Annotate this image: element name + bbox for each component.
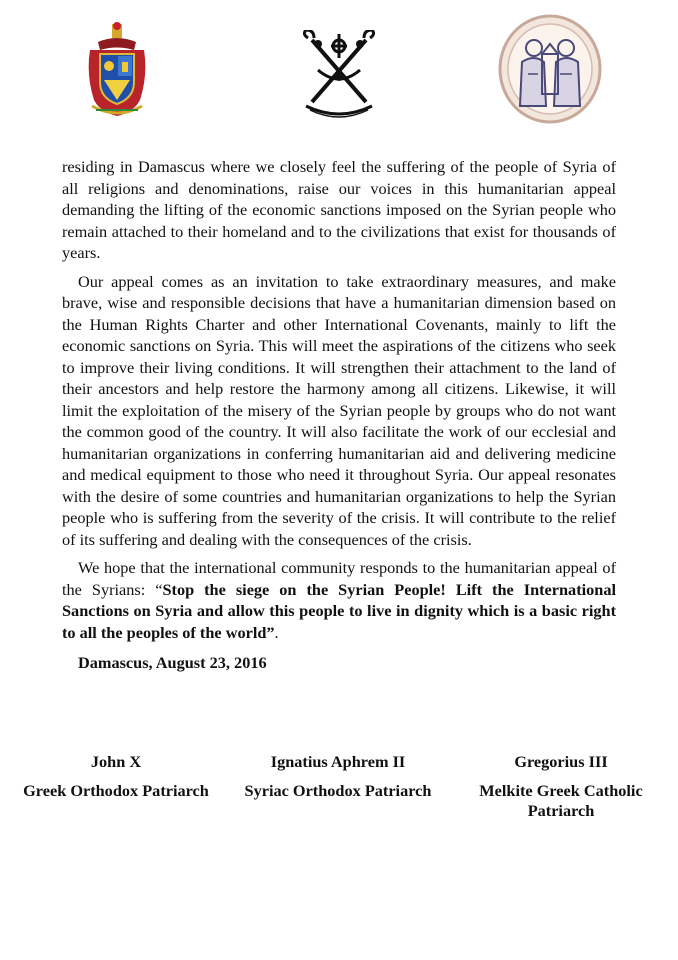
signatory-name: John X bbox=[90, 752, 142, 771]
signatory-melkite bbox=[460, 752, 662, 821]
paragraph-hope-intro: We hope that the international community responds to the humanitarian appeal of the Syrians: “ bbox=[62, 558, 616, 599]
signatory-title: Greek Orthodox Patriarch bbox=[23, 781, 209, 800]
paragraph-appeal: Our appeal comes as an invitation to take extraordinary measures, and make brave, wise and responsible decisions that have a humanitarian dimension based on the Human Rights Charter and other International Covenants, mainly to lift the economic sanctions on Syria. This will meet the aspirations of the citizens who seek to improve their living conditions. It will strengthen their attachment to the land of their ancestors and help restore the harmony among all citizens. Likewise, it will limit the exploitation of the misery of the Syrian people by groups who do not want the common good of the country. It will also facilitate the work of our ecclesial and humanitarian organizations in conferring humanitarian aid and delivering medicine and medical equipment to those who need it throughout Syria. Our appeal resonates with the desire of some countries and humanitarian organizations to help the Syrian people who is suffering from the severity of the crisis. It will contribute to the relief of its suffering and dealing with the consequences of the crisis. bbox=[62, 271, 616, 549]
signatory-syriac-orthodox bbox=[228, 752, 448, 801]
signatory-greek-orthodox bbox=[10, 752, 222, 801]
greek-orthodox-coat-of-arms-icon bbox=[82, 20, 152, 120]
appeal-quote: Stop the siege on the Syrian People! Lift the International Sanctions on Syria and allow this people to live in dignity which is a basic right to all the peoples of the world” bbox=[62, 579, 616, 642]
melkite-patriarchate-seal-icon bbox=[498, 14, 602, 124]
header-logos bbox=[0, 0, 678, 140]
paragraph-hope-end: . bbox=[274, 622, 279, 642]
paragraph-hope bbox=[62, 557, 616, 643]
syriac-orthodox-emblem-icon bbox=[298, 30, 380, 122]
signatory-title: Melkite Greek Catholic Patriarch bbox=[479, 781, 643, 820]
paragraph-continuation: residing in Damascus where we closely feel the suffering of the people of Syria of all religions and denominations, raise our voices in this humanitarian appeal demanding the lifting of the economic sanctions imposed on the Syrian people who remain attached to their homeland and to the civilizations that exist for thousands of years. bbox=[62, 157, 616, 262]
appeal-text bbox=[62, 156, 616, 650]
signatory-title: Syriac Orthodox Patriarch bbox=[244, 781, 432, 800]
signatory-name: Gregorius III bbox=[514, 752, 608, 771]
date-line: Damascus, August 23, 2016 bbox=[78, 653, 267, 672]
signatory-name: Ignatius Aphrem II bbox=[270, 752, 406, 771]
